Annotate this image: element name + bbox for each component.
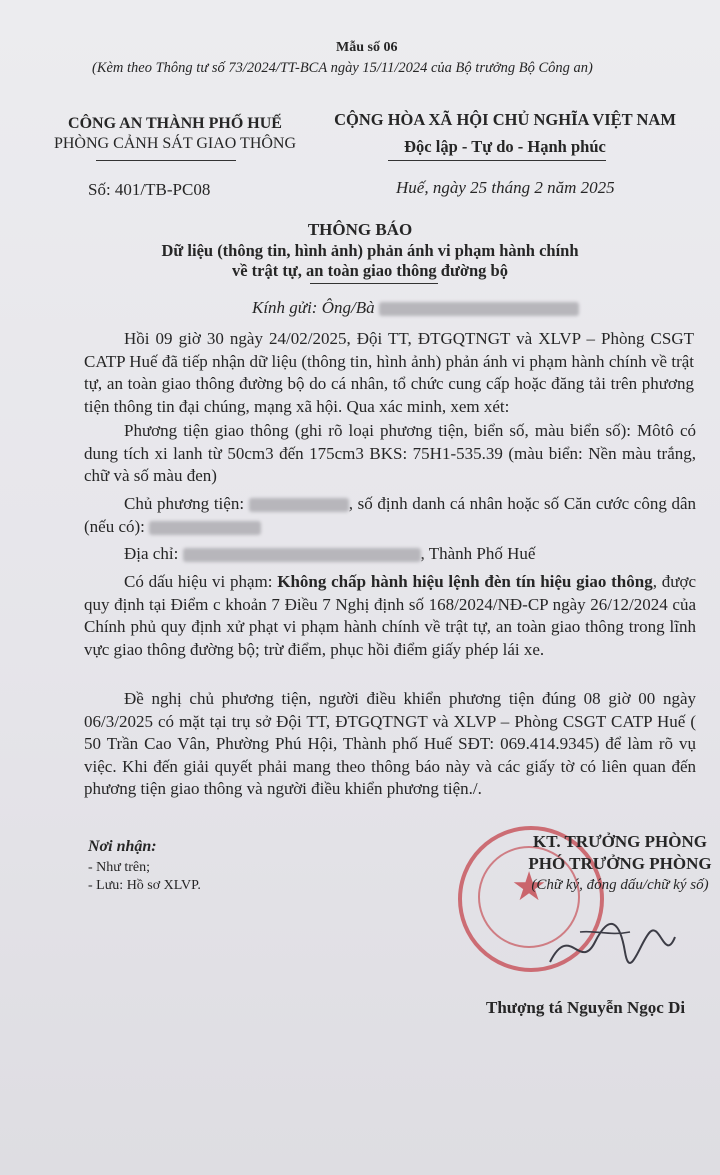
- salutation-label: Kính gửi: Ông/Bà: [252, 298, 375, 317]
- agency-parent: CÔNG AN THÀNH PHỐ HUẾ: [68, 115, 282, 132]
- violation-label: Có dấu hiệu vi phạm:: [124, 572, 278, 591]
- state-motto: Độc lập - Tự do - Hạnh phúc: [404, 137, 606, 156]
- salutation: [252, 297, 579, 319]
- agency-underline: [96, 160, 236, 161]
- paragraph-request: Đề nghị chủ phương tiện, người điều khiển phương tiện đúng 08 giờ 00 ngày 06/3/2025 có mặt tại trụ sở Đội TT, ĐTGQTNGT và XLVP – Phòng CSGT CATP Huế ( 50 Trần Cao Vân, Phường Phú Hội, Thành phố Huế SĐT: 069.414.9345) để làm rõ vụ việc. Khi đến giải quyết phải mang theo thông báo này và các giấy tờ có liên quan đến phương tiện giao thông và người điều khiển phương tiện./.: [84, 689, 696, 798]
- signature-title-1: KT. TRƯỞNG PHÒNG: [533, 832, 707, 851]
- recipients-title: Nơi nhận:: [88, 838, 157, 855]
- motto-underline: [388, 160, 606, 161]
- address-city: , Thành Phố Huế: [420, 544, 536, 563]
- paragraph-owner: [84, 493, 696, 538]
- recipient-item: - Lưu: Hồ sơ XLVP.: [88, 878, 201, 893]
- signature-title-2: PHÓ TRƯỞNG PHÒNG: [528, 854, 712, 873]
- address-redacted: [183, 548, 421, 562]
- notice-subtitle-2: về trật tự, an toàn giao thông đường bộ: [231, 261, 508, 280]
- owner-name-redacted: [249, 498, 349, 512]
- address-label: Địa chỉ:: [124, 544, 179, 563]
- notice-title: THÔNG BÁO: [307, 220, 413, 239]
- owner-id-redacted: [149, 521, 261, 535]
- owner-label: Chủ phương tiện:: [124, 494, 245, 513]
- owner-rest: , số định danh cá nhân hoặc số Căn cước công dân (nếu có):: [84, 494, 697, 536]
- paragraph-violation: [84, 571, 696, 661]
- paragraph-vehicle: Phương tiện giao thông (ghi rõ loại phương tiện, biển số, màu biển số): Môtô có dung tích xi lanh từ 50cm3 đến 175cm3 BKS: 75H1-535.39 (màu biển: Nền màu trắng, chữ và số màu đen): [84, 421, 696, 485]
- doc-number: Số: 401/TB-PC08: [88, 180, 211, 199]
- paragraph-address: [84, 543, 696, 566]
- paragraph-intro: Hồi 09 giờ 30 ngày 24/02/2025, Đội TT, ĐTGQTNGT và XLVP – Phòng CSGT CATP Huế đã tiếp nhận dữ liệu (thông tin, hình ảnh) phản ánh vi phạm hành chính về trật tự, an toàn giao thông đường bộ do cá nhân, tổ chức cung cấp hoặc đăng tải trên phương tiện thông tin đại chúng, mạng xã hội. Qua xác minh, xem xét:: [84, 329, 694, 416]
- recipient-name-redacted: [379, 302, 579, 316]
- agency-unit: PHÒNG CẢNH SÁT GIAO THÔNG: [53, 135, 297, 152]
- violation-legal-basis: , được quy định tại Điểm c khoản 7 Điều 7 Nghị định số 168/2024/NĐ-CP ngày 26/12/2024 của Chính phủ quy định xử phạt vi phạm hành chính về trật tự, an toàn giao thông trong lĩnh vực giao thông đường bộ; trừ điểm, phục hồi điểm giấy phép lái xe.: [84, 572, 696, 659]
- signer-name: Thượng tá Nguyễn Ngọc Di: [486, 998, 686, 1017]
- state-name: CỘNG HÒA XÃ HỘI CHỦ NGHĨA VIỆT NAM: [334, 110, 676, 129]
- recipient-item: - Như trên;: [88, 860, 151, 875]
- seal-star-icon: ★: [511, 864, 547, 909]
- title-underline: [310, 283, 438, 284]
- handwritten-signature: [540, 902, 680, 982]
- form-number: Mẫu số 06: [336, 40, 398, 55]
- notice-subtitle-1: Dữ liệu (thông tin, hình ảnh) phản ánh vi phạm hành chính: [161, 241, 579, 260]
- place-date: Huế, ngày 25 tháng 2 năm 2025: [396, 178, 615, 197]
- form-reference: (Kèm theo Thông tư số 73/2024/TT-BCA ngày 15/11/2024 của Bộ trưởng Bộ Công an): [92, 60, 593, 76]
- signature-note: (Chữ ký, đóng dấu/chữ ký số): [531, 877, 709, 893]
- violation-description: Không chấp hành hiệu lệnh đèn tín hiệu giao thông: [277, 572, 653, 591]
